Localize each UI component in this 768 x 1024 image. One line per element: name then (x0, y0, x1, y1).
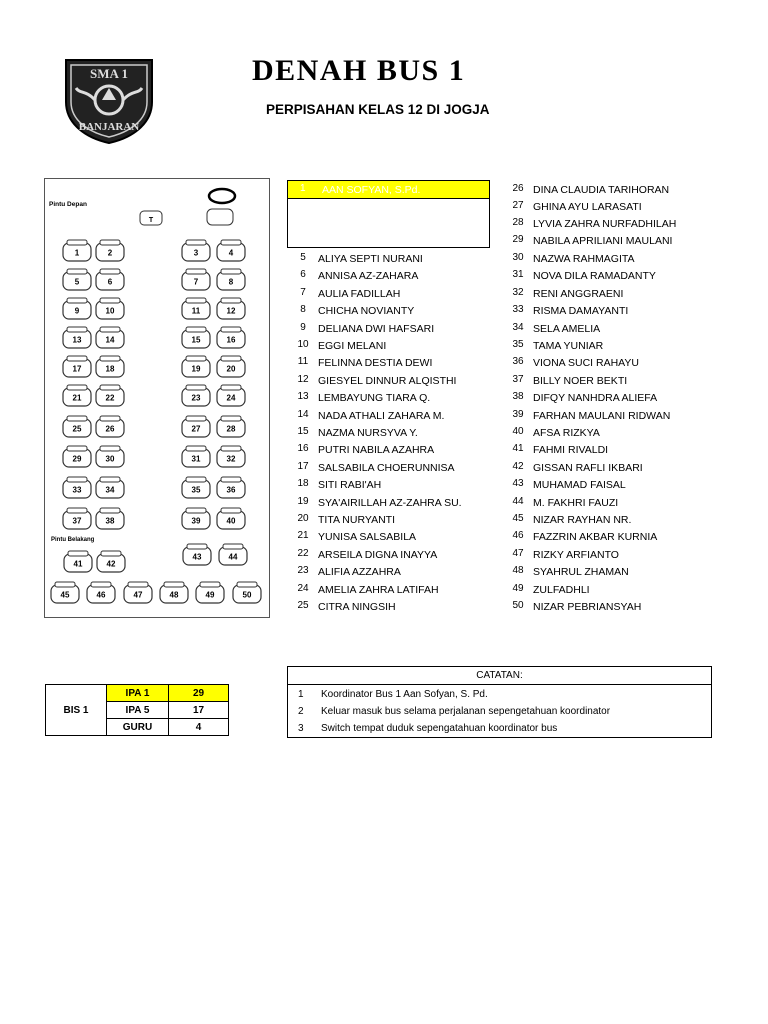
seat-back (221, 298, 241, 303)
passenger-name: SITI RABI'AH (318, 479, 382, 492)
passenger-number: 48 (512, 565, 524, 577)
passenger-name: GIESYEL DINNUR ALQISTHI (318, 374, 457, 387)
seat-number: 34 (105, 485, 115, 495)
passenger-name: RIZKY ARFIANTO (533, 548, 619, 561)
passenger-name: FAHMI RIVALDI (533, 444, 609, 457)
passenger-number: 22 (297, 547, 309, 559)
seat-back (100, 477, 120, 482)
seat-back (186, 385, 206, 390)
passenger-name: PUTRI NABILA AZAHRA (318, 444, 435, 457)
logo-text-bottom: BANJARAN (78, 121, 140, 133)
logo-text-top: SMA 1 (90, 66, 128, 81)
notes-title: CATATAN: (476, 670, 523, 681)
seat-number: 41 (73, 559, 83, 569)
passenger-number: 31 (512, 269, 524, 281)
seat-back (223, 544, 243, 549)
passenger-number: 16 (297, 443, 309, 455)
summary-value-guru: 4 (169, 719, 229, 736)
seat-back (221, 356, 241, 361)
passenger-name: SYAHRUL ZHAMAN (533, 566, 629, 579)
passenger-name: AULIA FADILLAH (318, 287, 401, 300)
passenger-number: 33 (512, 304, 524, 316)
seat-back (67, 446, 87, 451)
seat-number: 38 (105, 516, 115, 526)
seat-number: 29 (72, 454, 82, 464)
seat-number: 18 (105, 364, 115, 374)
seat-back (68, 551, 88, 556)
seat-number: 17 (72, 364, 82, 374)
passenger-number: 36 (512, 356, 524, 368)
seat-number: 40 (226, 516, 236, 526)
seat-number: 8 (228, 277, 234, 287)
passenger-name: NOVA DILA RAMADANTY (533, 270, 656, 283)
seat-number: 21 (72, 393, 82, 403)
guide-seat-label: T (148, 217, 154, 224)
seat-number: 5 (74, 277, 80, 287)
note-number: 3 (298, 723, 304, 734)
passenger-name: GISSAN RAFLI IKBARI (533, 461, 643, 474)
seat-number: 4 (228, 248, 234, 258)
passenger-name: NABILA APRILIANI MAULANI (533, 235, 673, 247)
passenger-number: 29 (512, 234, 524, 245)
bus-label: BIS 1 (46, 685, 107, 736)
passenger-name: CITRA NINGSIH (318, 601, 396, 613)
seat-number: 32 (226, 454, 236, 464)
seat-back (100, 298, 120, 303)
passenger-name: NADA ATHALI ZAHARA M. (318, 409, 445, 422)
seat-number: 42 (106, 559, 116, 569)
seat-back (67, 356, 87, 361)
seat-number: 39 (191, 516, 201, 526)
passenger-name: YUNISA SALSABILA (318, 531, 417, 544)
passenger-number: 20 (297, 513, 309, 524)
passenger-number: 11 (297, 356, 309, 368)
seat-back (221, 240, 241, 245)
passenger-name: NIZAR RAYHAN NR. (533, 514, 632, 526)
passenger-number: 17 (297, 460, 309, 472)
note-number: 1 (298, 689, 304, 700)
seat-number: 16 (226, 335, 236, 345)
note-number: 2 (298, 706, 304, 717)
passenger-number: 25 (297, 600, 309, 611)
seat-back (67, 477, 87, 482)
seat-back (100, 385, 120, 390)
summary-value-ipa1: 29 (169, 685, 229, 702)
seat-back (101, 551, 121, 556)
passenger-name: AFSA RIZKYA (533, 427, 600, 439)
seat-number: 49 (205, 590, 215, 600)
seat-back (100, 416, 120, 421)
seat-number: 15 (191, 335, 201, 345)
passenger-number: 9 (300, 321, 306, 333)
seat-back (67, 327, 87, 332)
seat-back (221, 446, 241, 451)
seat-number: 2 (107, 248, 113, 258)
passenger-number: 42 (512, 460, 524, 472)
passenger-number: 23 (297, 565, 309, 577)
note-text: Switch tempat duduk sepengatahuan koordinator bus (321, 723, 558, 734)
summary-label-ipa1: IPA 1 (107, 685, 169, 702)
seat-number: 13 (72, 335, 82, 345)
seat-back (237, 582, 257, 587)
passenger-number: 40 (512, 426, 524, 437)
seat-back (186, 298, 206, 303)
passenger-number: 21 (297, 530, 309, 542)
summary-label-guru: GURU (107, 719, 169, 736)
passenger-name: TITA NURYANTI (318, 514, 396, 526)
passenger-number: 19 (297, 495, 309, 507)
seat-back (186, 416, 206, 421)
seat-back (100, 356, 120, 361)
passenger-number: 46 (512, 530, 524, 542)
seat-back (100, 446, 120, 451)
passenger-number: 6 (300, 269, 306, 281)
seat-back (67, 508, 87, 513)
passenger-number: 27 (512, 200, 524, 211)
seat-back (128, 582, 148, 587)
seat-number: 44 (228, 552, 238, 562)
seat-number: 20 (226, 364, 236, 374)
seat-back (186, 240, 206, 245)
seat-back (221, 416, 241, 421)
seat-number: 23 (191, 393, 201, 403)
seat-number: 36 (226, 485, 236, 495)
seat-number: 46 (96, 590, 106, 600)
summary-value-ipa5: 17 (169, 702, 229, 719)
passenger-name: ZULFADHLI (533, 583, 590, 596)
passenger-number: 32 (512, 286, 524, 298)
passenger-name: GHINA AYU LARASATI (533, 201, 642, 213)
passenger-number: 28 (512, 217, 524, 228)
seat-number: 3 (193, 248, 199, 258)
note-text: Koordinator Bus 1 Aan Sofyan, S. Pd. (321, 689, 488, 700)
seat-back (67, 298, 87, 303)
seat-number: 47 (133, 590, 143, 600)
passenger-name: SALSABILA CHOERUNNISA (318, 461, 455, 474)
passenger-name: FAZZRIN AKBAR KURNIA (533, 531, 658, 544)
seat-back (200, 582, 220, 587)
seat-back (186, 356, 206, 361)
seat-back (221, 508, 241, 513)
seat-number: 19 (191, 364, 201, 374)
passenger-number: 26 (512, 183, 524, 194)
passenger-name: NIZAR PEBRIANSYAH (533, 601, 642, 613)
passenger-name: RENI ANGGRAENI (533, 287, 624, 300)
seat-number: 31 (191, 454, 201, 464)
passenger-number: 13 (297, 391, 309, 403)
seat-number: 6 (107, 277, 113, 287)
passenger-name: TAMA YUNIAR (533, 340, 604, 352)
seat-number: 33 (72, 485, 82, 495)
seat-back (221, 385, 241, 390)
passenger-name: ALIYA SEPTI NURANI (318, 253, 423, 265)
coordinator-name: AAN SOFYAN, S.Pd. (322, 184, 421, 196)
passenger-name: NAZWA RAHMAGITA (533, 253, 635, 265)
seat-back (186, 327, 206, 332)
passenger-number: 35 (512, 339, 524, 350)
passenger-number: 44 (512, 495, 524, 507)
seat-number: 43 (192, 552, 202, 562)
seat-back (100, 240, 120, 245)
passenger-number: 12 (297, 373, 309, 385)
seat-back (100, 269, 120, 274)
seat-number: 22 (105, 393, 115, 403)
seat-back (186, 269, 206, 274)
passenger-name: EGGI MELANI (318, 340, 387, 352)
passenger-number: 41 (512, 443, 524, 455)
seat-back (67, 269, 87, 274)
passenger-number: 18 (297, 478, 309, 490)
seat-back (55, 582, 75, 587)
seat-number: 10 (105, 306, 115, 316)
passenger-number: 45 (512, 513, 524, 524)
passenger-number: 24 (297, 582, 309, 594)
passenger-number: 10 (297, 339, 309, 350)
summary-label-ipa5: IPA 5 (107, 702, 169, 719)
steering-wheel-icon (209, 189, 235, 203)
passenger-name: DELIANA DWI HAFSARI (318, 322, 435, 335)
passenger-number: 14 (297, 408, 309, 420)
passenger-number: 7 (300, 286, 306, 298)
passenger-number: 47 (512, 547, 524, 559)
passenger-number: 50 (512, 600, 524, 611)
passenger-name: ANNISA AZ-ZAHARA (318, 270, 419, 283)
seat-number: 30 (105, 454, 115, 464)
bus-summary-table (45, 684, 229, 736)
seat-back (186, 477, 206, 482)
passenger-number: 37 (512, 373, 524, 385)
seat-back (186, 446, 206, 451)
seat-back (100, 327, 120, 332)
passenger-name: ALIFIA AZZAHRA (318, 566, 401, 579)
passenger-name: FARHAN MAULANI RIDWAN (533, 409, 671, 422)
passenger-name: FELINNA DESTIA DEWI (318, 357, 433, 370)
seat-number: 27 (191, 424, 201, 434)
seat-number: 48 (169, 590, 179, 600)
seat-back (186, 508, 206, 513)
passenger-name: DIFQY NANHDRA ALIEFA (533, 392, 658, 405)
passenger-name: LEMBAYUNG TIARA Q. (318, 392, 431, 405)
page-title: DENAH BUS 1 (252, 54, 466, 87)
seat-number: 14 (105, 335, 115, 345)
note-text: Keluar masuk bus selama perjalanan sepengetahuan koordinator (321, 706, 611, 717)
school-logo (62, 54, 156, 144)
passenger-number: 43 (512, 478, 524, 490)
passenger-name: NAZMA NURSYVA Y. (318, 427, 418, 439)
passenger-name: CHICHA NOVIANTY (318, 305, 415, 318)
page-subtitle: PERPISAHAN KELAS 12 DI JOGJA (266, 102, 490, 117)
seat-number: 11 (191, 306, 201, 316)
notes-divider (288, 684, 711, 685)
seat-number: 37 (72, 516, 82, 526)
passenger-number: 8 (300, 304, 306, 316)
seat-number: 9 (74, 306, 80, 316)
seat-back (221, 269, 241, 274)
seat-back (187, 544, 207, 549)
passenger-number: 5 (300, 252, 306, 263)
passenger-name: DINA CLAUDIA TARIHORAN (533, 184, 670, 196)
rear-door-label: Pintu Belakang (51, 537, 95, 543)
seat-number: 7 (193, 277, 199, 287)
seat-back (91, 582, 111, 587)
passenger-number: 49 (512, 582, 524, 594)
seat-number: 45 (60, 590, 70, 600)
coordinator-box (287, 180, 490, 248)
passenger-number: 15 (297, 426, 309, 437)
notes-box (287, 666, 712, 738)
seat-number: 28 (226, 424, 236, 434)
coordinator-number: 1 (300, 183, 306, 194)
passenger-name: LYVIA ZAHRA NURFADHILAH (533, 218, 677, 230)
seat-back (67, 385, 87, 390)
seat-back (67, 416, 87, 421)
passenger-name: MUHAMAD FAISAL (533, 479, 626, 492)
passenger-name: AMELIA ZAHRA LATIFAH (318, 583, 439, 596)
driver-seat (207, 209, 233, 225)
seat-number: 25 (72, 424, 82, 434)
passenger-number: 34 (512, 321, 524, 333)
seat-back (221, 477, 241, 482)
seat-back (100, 508, 120, 513)
passenger-number: 39 (512, 408, 524, 420)
seat-number: 24 (226, 393, 236, 403)
seat-number: 12 (226, 306, 236, 316)
front-door-label: Pintu Depan (49, 201, 87, 208)
passenger-name: VIONA SUCI RAHAYU (533, 357, 639, 370)
seat-number: 26 (105, 424, 115, 434)
passenger-number: 38 (512, 391, 524, 403)
passenger-number: 30 (512, 252, 524, 263)
seat-number: 1 (74, 248, 80, 258)
passenger-name: SYA'AIRILLAH AZ-ZAHRA SU. (318, 496, 462, 509)
passenger-name: M. FAKHRI FAUZI (533, 496, 619, 509)
passenger-name: ARSEILA DIGNA INAYYA (318, 548, 438, 561)
seat-back (67, 240, 87, 245)
passenger-name: SELA AMELIA (533, 322, 601, 335)
seat-back (164, 582, 184, 587)
bus-seat-map (44, 178, 270, 618)
passenger-name: BILLY NOER BEKTI (533, 374, 628, 387)
seat-number: 35 (191, 485, 201, 495)
passenger-name: RISMA DAMAYANTI (533, 305, 629, 318)
seat-back (221, 327, 241, 332)
seat-number: 50 (242, 590, 252, 600)
